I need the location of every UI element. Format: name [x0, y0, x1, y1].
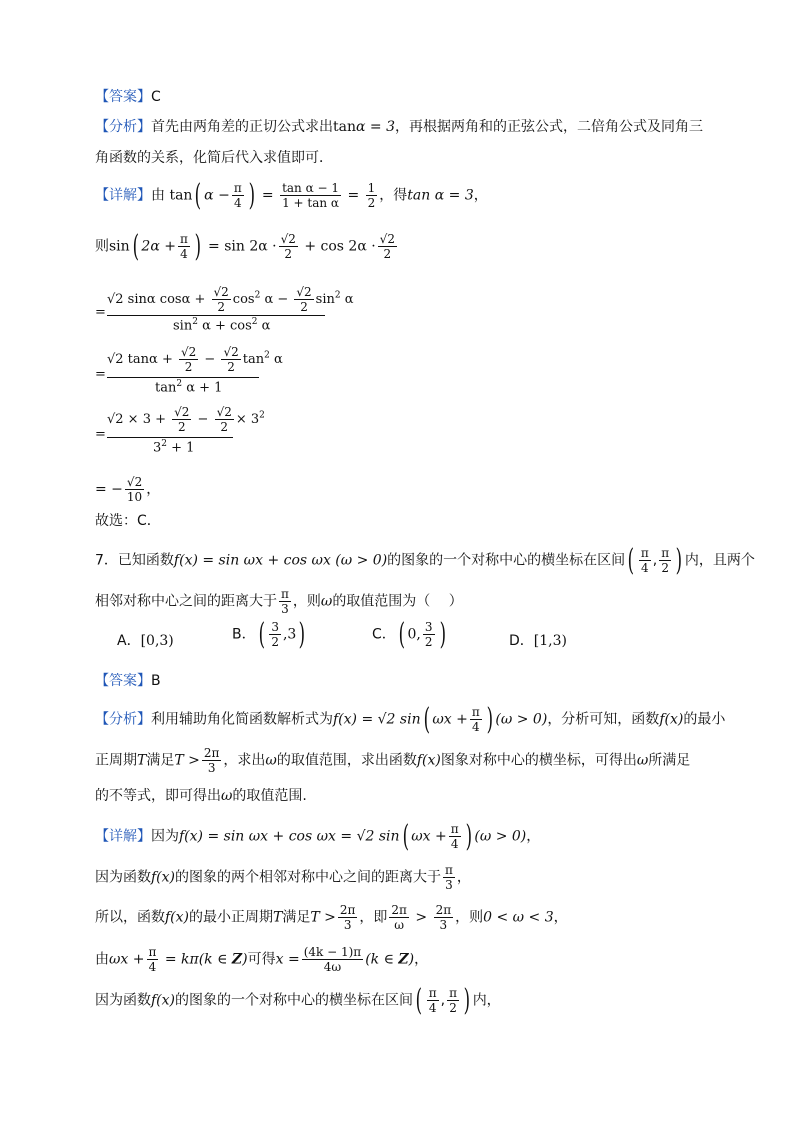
a2-fx: f(x): [416, 752, 441, 769]
d2-comma-4: ，: [414, 951, 429, 968]
frac-pi-2: $\frac{\pi}{2}$: [661, 546, 670, 575]
option-a[interactable]: A．[0,3): [117, 633, 174, 649]
q7-text-2: 的图象的一个对称中心的横坐标在区间: [387, 552, 626, 569]
frac-pi-4-c: $\frac{\pi}{4}$: [640, 546, 649, 575]
analysis2-line-1: [95, 701, 726, 737]
options-row: [0, 616, 794, 654]
math-tan: tan: [333, 119, 356, 135]
d2-t3: 的图象的两个相邻对称中心之间的距离大于: [175, 869, 442, 886]
denominator-2: $\tan^2 \alpha + 1$: [155, 379, 223, 396]
math-gt: >: [410, 909, 432, 926]
frac-pi-4-g: $\frac{\pi}{4}$: [428, 986, 437, 1015]
eq-sign: =: [95, 305, 106, 320]
q7-text: 已知函数: [117, 552, 174, 569]
frac-pi-4-b: $\frac{\pi}{4}$: [179, 232, 188, 261]
math-fx: f(x) = √2 sin: [333, 711, 421, 728]
detail-line-2: [95, 228, 399, 264]
big-fraction-2: [95, 345, 295, 395]
detail-tag-2: 【详解】: [95, 828, 151, 845]
detail2-line-4: [95, 945, 428, 974]
analysis2-line-2: [95, 746, 690, 775]
d2-t5: 的最小正周期: [189, 909, 274, 926]
math-alpha: α −: [204, 187, 230, 204]
d2-fx-2: f(x): [151, 869, 176, 886]
paren-right-6: ): [463, 982, 471, 1018]
frac-tan: $\frac{\text{tan α − 1}}{\text{1 + tan α}}$: [282, 181, 340, 210]
a2-omega-3: ω: [221, 788, 233, 804]
answer-value: C: [151, 89, 161, 105]
a2-t1: 正周期: [95, 752, 137, 769]
answer-line-2: [95, 670, 161, 692]
d2-fx-4: f(x): [151, 992, 176, 1009]
result-comma: ，: [146, 481, 161, 498]
math-sqrt2-sin: √2 sin: [356, 828, 400, 845]
math-tan-eq: tan α = 3: [407, 187, 474, 204]
math-x-eq: x =: [275, 951, 300, 968]
paren-left-4: (: [423, 701, 430, 737]
d2-t4: 所以，函数: [95, 909, 165, 926]
a2-t8: 的取值范围.: [232, 788, 307, 804]
d2-T: T: [273, 909, 283, 926]
frac-half: $\frac{1}{2}$: [367, 181, 376, 210]
answer-tag-2: 【答案】: [95, 673, 151, 689]
a2-t6: 所满足: [648, 752, 691, 769]
q7-line-1: 7．已知函数f(x) = sin ωx + cos ωx (ω > 0)的图象的一个对称中心的横坐标在区间( $\frac{\pi}{4}$ , $\frac{\pi}{2}$ ) 内，且两个: [95, 542, 755, 578]
frac-2pi-3-b: $\frac{2\pi}{3}$: [339, 903, 356, 932]
d2-t10: 可得: [247, 951, 276, 968]
analysis2-text: 利用辅助角化简函数解析式为: [151, 711, 333, 728]
math-kpi: = kπ(k ∈ Z): [160, 951, 248, 968]
d2-t12: 的图象的一个对称中心的横坐标在区间: [175, 992, 414, 1009]
d2-t8: ，则: [455, 909, 484, 926]
q7-text-6: 的取值范围为（ ）: [332, 593, 463, 610]
math-eq-2: =: [343, 187, 364, 204]
denominator-1: $\sin^2 \alpha + \cos^2 \alpha$: [173, 317, 271, 334]
frac-sqrt2-10: $\frac{√2}{10}$: [126, 475, 143, 504]
paren-right: ): [248, 177, 255, 213]
detail2-line-1: [95, 818, 541, 854]
math-omega-x-3: ωx +: [109, 951, 145, 968]
paren-right-2: ): [194, 228, 201, 264]
q7-text-5: ，则: [292, 593, 321, 610]
option-d[interactable]: D．[1,3): [509, 633, 567, 649]
analysis-tag-2: 【分析】: [95, 711, 151, 728]
detail-comma: ，: [473, 187, 488, 204]
paren-left-5: (: [402, 818, 409, 854]
q7-text-3: 内，且两个: [684, 552, 755, 569]
q7-text-4: 相邻对称中心之间的距离大于: [95, 593, 277, 610]
d2-t11: 因为函数: [95, 992, 151, 1009]
frac-sqrt2-2-b: $\frac{√2}{2}$: [379, 232, 395, 261]
answer-line-1: [95, 86, 161, 108]
frac-pi-3: $\frac{\pi}{3}$: [281, 587, 289, 616]
d2-t1: 因为: [151, 828, 179, 845]
analysis-text-3: 角函数的关系，化简后代入求值即可．: [95, 150, 333, 166]
d2-comma-3: ，: [553, 909, 568, 926]
fraction-bar-1: [107, 315, 325, 316]
analysis2-text-3: 的最小: [683, 711, 726, 728]
numerator-3: √2 × 3 + $\frac{√2}{2}$ − $\frac{√2}{2}$ × $3^2$: [107, 405, 265, 434]
analysis2-text-2: ，分析可知，函数: [547, 711, 660, 728]
option-c[interactable]: C．( 0, $\frac{3}{2}$ ): [372, 616, 446, 652]
answer-tag: 【答案】: [95, 89, 151, 105]
detail-tag: 【详解】: [95, 187, 151, 204]
detail2-line-2: [95, 863, 471, 892]
math-T-gt-2: T >: [310, 909, 336, 926]
d2-t9: 由: [95, 951, 109, 968]
d2-t7: ，即: [359, 909, 388, 926]
analysis-tag: 【分析】: [95, 119, 151, 135]
math-expr: tan: [169, 187, 193, 204]
paren-left-2: (: [132, 228, 139, 264]
frac-pi-4-e: $\frac{\pi}{4}$: [450, 822, 459, 851]
frac-x-solution: $\frac{(4k - 1)\pi}{4\omega}$: [303, 945, 362, 974]
detail-text: 由: [151, 187, 165, 204]
math-expand: = sin 2α ·: [203, 238, 277, 255]
math-T-gt: T >: [174, 752, 200, 769]
frac-2pi-3: $\frac{2\pi}{3}$: [203, 746, 220, 775]
math-omega-x: ωx +: [432, 711, 468, 728]
d2-t2: 因为函数: [95, 869, 151, 886]
a2-t2: 满足: [146, 752, 175, 769]
detail-line-1: [95, 177, 488, 213]
a2-t3: ，求出: [223, 752, 266, 769]
analysis-line-1: [95, 116, 703, 138]
q7-omega: ω: [320, 593, 333, 610]
denominator-3: $3^2 + 1$: [153, 439, 195, 456]
paren-left: (: [195, 177, 202, 213]
a2-omega-2: ω: [636, 752, 649, 769]
result-line: [95, 475, 160, 504]
detail-then: 则: [95, 238, 109, 255]
frac-pi-4-d: $\frac{\pi}{4}$: [471, 705, 480, 734]
d2-fx: f(x) = sin ωx + cos ωx =: [179, 828, 357, 845]
math-sin: sin: [109, 238, 130, 255]
math-2alpha: 2α +: [141, 238, 176, 255]
math-plus-cos: + cos 2α ·: [299, 238, 376, 255]
analysis-text-2: ，再根据两角和的正弦公式，二倍角公式及同角三: [395, 119, 703, 135]
frac-2pi-omega: $\frac{2\pi}{\omega}$: [391, 903, 407, 932]
q7-function: f(x) = sin ωx + cos ωx (ω > 0): [173, 552, 388, 569]
numerator-1: √2 sinα cosα + $\frac{√2}{2}$ $\cos^2 \alpha$ − $\frac{√2}{2}$ $\sin^2 \alpha$: [107, 285, 354, 314]
math-neg: = −: [95, 481, 123, 498]
a2-omega: ω: [265, 752, 277, 769]
frac-pi-3-b: $\frac{\pi}{3}$: [445, 863, 453, 892]
fraction-bar-3: [107, 437, 233, 438]
q7-line-2: [95, 587, 463, 616]
frac-pi-4: $\frac{\pi}{4}$: [233, 181, 242, 210]
detail-text-2: ，得: [379, 187, 408, 204]
detail2-line-3: [95, 903, 568, 932]
big-fraction-3: [95, 405, 275, 455]
math-omega-cond: (ω > 0): [495, 711, 548, 728]
paren-left-3: (: [627, 542, 635, 578]
math-omega-cond-2: (ω > 0): [474, 828, 527, 845]
math-fx-2: f(x): [659, 711, 684, 728]
detail2-line-5: 因为函数f(x)的图象的一个对称中心的横坐标在区间( $\frac{\pi}{4}$ , $\frac{\pi}{2}$ ) 内，: [95, 982, 501, 1018]
fraction-bar-2: [107, 377, 259, 378]
math-k-in-z: (k ∈ Z): [365, 951, 415, 968]
eq-sign-2: =: [95, 367, 106, 382]
paren-right-4: ): [486, 701, 493, 737]
a2-t4: 的取值范围，求出函数: [276, 752, 417, 769]
d2-comma-2: ，: [456, 869, 471, 886]
option-b[interactable]: B．( $\frac{3}{2}$ ,3): [232, 616, 306, 652]
paren-left-6: (: [415, 982, 423, 1018]
a2-t7: 的不等式，即可得出: [95, 788, 221, 804]
numerator-2: √2 tanα + $\frac{√2}{2}$ − $\frac{√2}{2}$ $\tan^2 \alpha$: [107, 345, 283, 374]
choose-text: 故选：C．: [95, 513, 161, 529]
math-eq: =: [257, 187, 279, 204]
choose-line: [95, 510, 161, 532]
big-fraction-1: [95, 285, 354, 335]
a2-t5: 图象对称中心的横坐标，可得出: [440, 752, 637, 769]
analysis2-line-3: [95, 785, 307, 807]
eq-sign-3: =: [95, 427, 106, 442]
a2-T: T: [137, 752, 147, 769]
d2-t13: 内，: [472, 992, 501, 1009]
frac-pi-4-f: $\frac{\pi}{4}$: [148, 945, 157, 974]
analysis-line-2: [95, 147, 333, 169]
d2-t6: 满足: [282, 909, 311, 926]
question-number: 7．: [95, 552, 118, 569]
paren-right-5: ): [465, 818, 472, 854]
d2-comma: ，: [526, 828, 541, 845]
math-alpha-eq: α = 3: [356, 119, 395, 135]
frac-2pi-3-c: $\frac{2\pi}{3}$: [435, 903, 452, 932]
d2-range: 0 < ω < 3: [483, 909, 554, 926]
frac-pi-2-b: $\frac{\pi}{2}$: [449, 986, 457, 1015]
paren-right-3: ): [675, 542, 683, 578]
answer-value-2: B: [151, 673, 161, 689]
analysis-text: 首先由两角差的正切公式求出: [151, 119, 333, 135]
d2-fx-3: f(x): [165, 909, 190, 926]
frac-sqrt2-2: $\frac{√2}{2}$: [280, 232, 296, 261]
math-omega-x-2: ωx +: [411, 828, 447, 845]
